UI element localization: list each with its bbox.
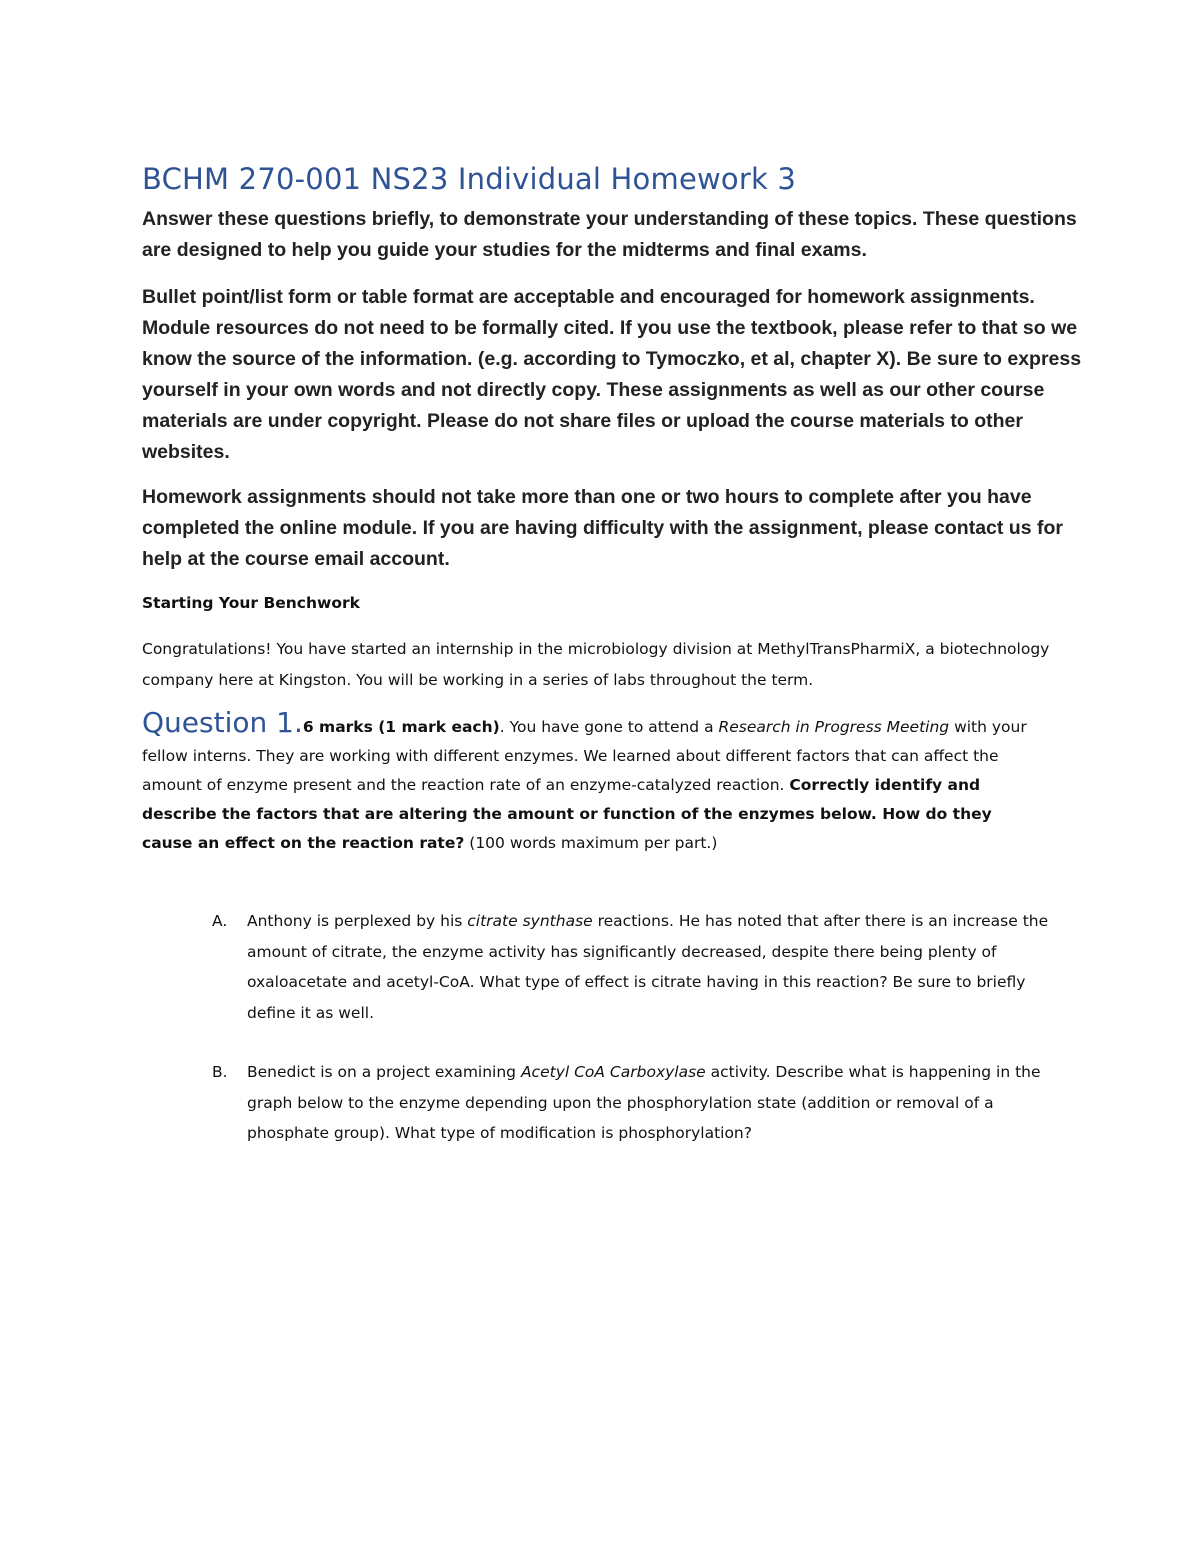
item-italic: Acetyl CoA Carboxylase	[520, 1063, 706, 1081]
item-text-after: reactions. He has noted that after there is an increase the amount of citrate, the enzyme activity has significantly decreased, despite there being plenty of oxaloacetate and acetyl-CoA. What type of effect is citrate having in this reaction? Be sure to briefly define it as well.	[247, 912, 1049, 1022]
page-title: BCHM 270-001 NS23 Individual Homework 3	[142, 162, 797, 196]
question-1-italic: Research in Progress Meeting	[718, 718, 950, 736]
question-1-limit: (100 words maximum per part.)	[464, 834, 718, 852]
question-1-text-b: with your fellow interns. They are working with different enzymes. We learned about different factors that can affect the amount of enzyme present and the reaction rate of an enzyme-catalyzed reaction.	[142, 718, 1027, 794]
format-text-after: . These assignments as well as our other course materials are under copyright. Please do not share files or upload the course materials to other websites.	[142, 379, 1045, 463]
list-item	[212, 906, 1052, 1028]
question-1-heading: Question 1.	[142, 706, 303, 739]
list-item-text	[247, 906, 1052, 1028]
question-1	[142, 708, 1042, 858]
scenario-intro: Congratulations! You have started an internship in the microbiology division at MethylTransPharmiX, a biotechnology company here at Kingston. You will be working in a series of labs throughout the term.	[142, 640, 1050, 689]
question-1-marks: 6 marks (1 mark each)	[302, 718, 500, 736]
instructions-paragraph: Answer these questions briefly, to demonstrate your understanding of these topics. These questions are designed to help you guide your studies for the midterms and final exams.	[142, 208, 1077, 261]
list-marker: B.	[212, 1063, 228, 1081]
format-paragraph	[142, 282, 1082, 468]
format-text-before: Bullet point/list form or table format are acceptable and encouraged for homework assignments. Module resources do not need to be formally cited. If you use the textbook, please refer to that so we know the source of the information. (e.g. according to Tymoczko, et al, chapter X). Be sure to	[142, 286, 1078, 370]
question-1-text-a: . You have gone to attend a	[499, 718, 719, 736]
time-paragraph: Homework assignments should not take more than one or two hours to complete after you have completed the online module. If you are having difficulty with the assignment, please contact us for help at the course email account.	[142, 486, 1063, 570]
item-text-before: Anthony is perplexed by his	[247, 912, 468, 930]
item-italic: citrate synthase	[467, 912, 593, 930]
list-marker: A.	[212, 912, 228, 930]
item-text-before: Benedict is on a project examining	[247, 1063, 521, 1081]
list-item	[212, 1057, 1052, 1149]
format-emphasis: express yourself in your own words and not directly copy	[142, 348, 1082, 401]
section-subheading: Starting Your Benchwork	[142, 594, 360, 612]
item-text-after: activity. Describe what is happening in the graph below to the enzyme depending upon the phosphorylation state (addition or removal of a phosphate group). What type of modification is phosphorylation?	[247, 1063, 1041, 1142]
question-1-instruction: Correctly identify and describe the factors that are altering the amount or function of the enzymes below. How do they cause an effect on the reaction rate?	[142, 776, 992, 852]
list-item-text	[247, 1057, 1052, 1149]
